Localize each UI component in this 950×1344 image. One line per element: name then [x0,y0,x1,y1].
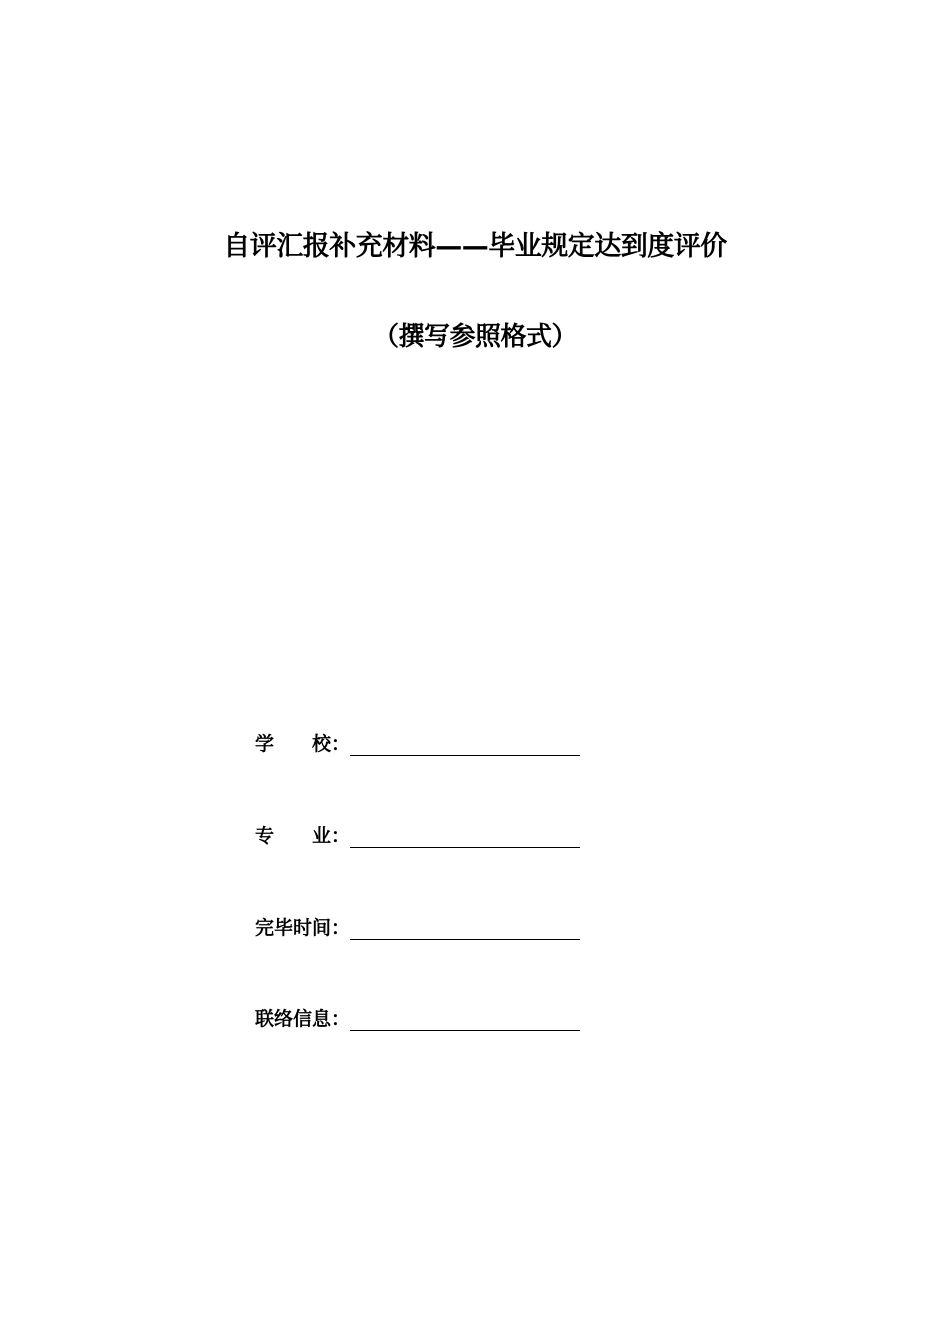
major-label: 专 业： [255,825,351,847]
document-title: 自评汇报补充材料——毕业规定达到度评价 [223,231,727,262]
school-blank-line[interactable] [350,733,580,756]
completion-time-label: 完毕时间： [255,917,351,939]
contact-blank-line[interactable] [350,1008,580,1031]
school-field-row [255,728,580,756]
major-field-row [255,820,580,848]
completion-time-field-row [255,912,580,940]
completion-time-blank-line[interactable] [350,917,580,940]
school-label: 学 校： [255,733,351,755]
document-subtitle: （撰写参照格式） [372,322,577,352]
major-blank-line[interactable] [350,825,580,848]
contact-label: 联络信息： [255,1008,351,1030]
contact-field-row [255,1003,580,1031]
